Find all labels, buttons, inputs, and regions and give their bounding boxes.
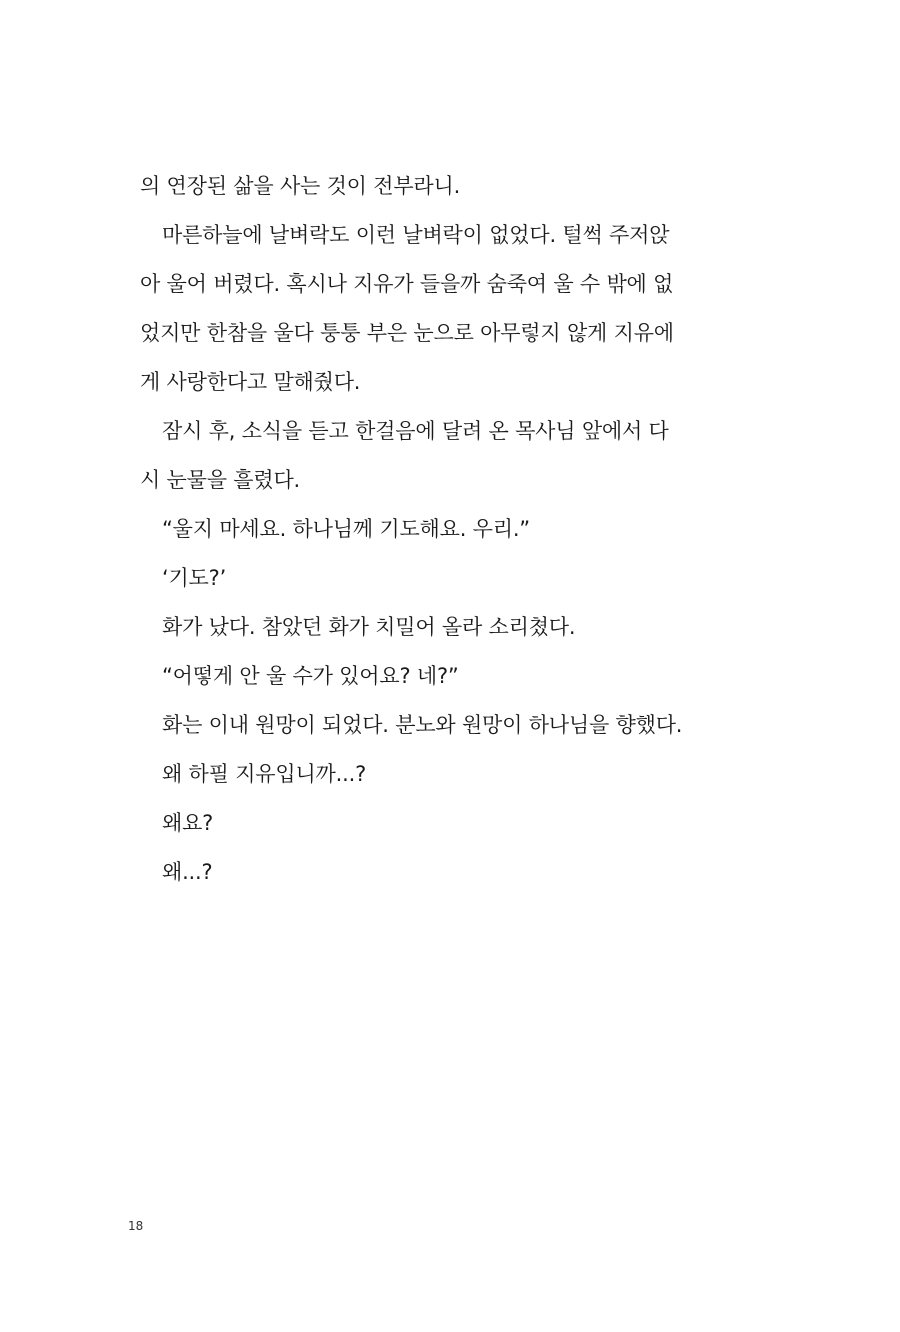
text-line: 화가 났다. 참았던 화가 치밀어 올라 소리쳤다. bbox=[162, 615, 576, 639]
text-line: 왜요? bbox=[162, 811, 214, 835]
page-number: 18 bbox=[128, 1219, 144, 1233]
text-line: 마른하늘에 날벼락도 이런 날벼락이 없었다. 털썩 주저앉 bbox=[162, 223, 670, 247]
text-line: 아 울어 버렸다. 혹시나 지유가 들을까 숨죽여 울 수 밖에 없 bbox=[140, 272, 674, 296]
text-line: 왜 하필 지유입니까...? bbox=[162, 762, 367, 786]
text-line: 시 눈물을 흘렸다. bbox=[140, 468, 301, 492]
text-line: “울지 마세요. 하나님께 기도해요. 우리.” bbox=[162, 517, 530, 541]
text-line: 잠시 후, 소식을 듣고 한걸음에 달려 온 목사님 앞에서 다 bbox=[162, 419, 669, 443]
body-text bbox=[140, 162, 725, 897]
text-line: 게 사랑한다고 말해줬다. bbox=[140, 370, 361, 394]
text-line: 었지만 한참을 울다 퉁퉁 부은 눈으로 아무렇지 않게 지유에 bbox=[140, 321, 674, 345]
text-line: 화는 이내 원망이 되었다. 분노와 원망이 하나님을 향했다. bbox=[162, 713, 683, 737]
text-line: 왜...? bbox=[162, 860, 213, 884]
text-line: “어떻게 안 울 수가 있어요? 네?” bbox=[162, 664, 459, 688]
text-line: 의 연장된 삶을 사는 것이 전부라니. bbox=[140, 174, 461, 198]
text-line: ‘기도?’ bbox=[162, 566, 227, 590]
